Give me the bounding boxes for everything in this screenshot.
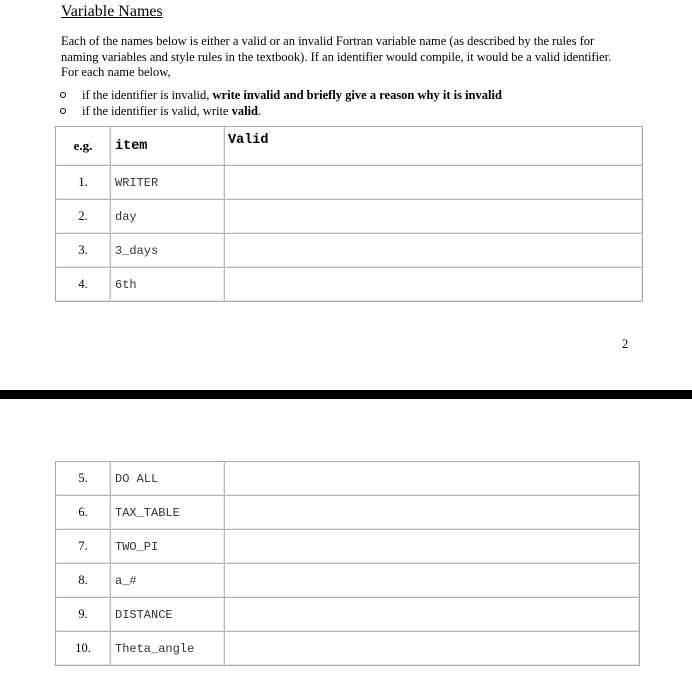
bullet-invalid (58, 87, 502, 103)
identifier-name: DO ALL (111, 462, 225, 496)
row-number: 4. (56, 268, 111, 301)
answer-cell[interactable] (225, 462, 639, 496)
answer-cell[interactable] (225, 530, 639, 564)
identifier-name: TWO_PI (111, 530, 225, 564)
answer-cell[interactable] (225, 234, 642, 268)
identifier-name: 6th (111, 268, 225, 301)
answer-cell[interactable] (225, 598, 639, 632)
row-number: 9. (56, 598, 111, 632)
answer-cell[interactable] (225, 564, 639, 598)
table-row (56, 462, 639, 496)
bullet-invalid-text: if the identifier is invalid, (82, 88, 213, 102)
identifier-name: 3_days (111, 234, 225, 268)
table-row (56, 496, 639, 530)
table-row (56, 530, 639, 564)
identifier-name: DISTANCE (111, 598, 225, 632)
answer-cell[interactable] (225, 496, 639, 530)
row-number: 3. (56, 234, 111, 268)
answer-cell[interactable] (225, 200, 642, 234)
row-number: 2. (56, 200, 111, 234)
table-row (56, 632, 639, 665)
identifier-name: WRITER (111, 166, 225, 200)
instructions-paragraph: Each of the names below is either a valid or an invalid Fortran variable name (as described by the rules for naming variables and style rules in the textbook). If an identifier would compile, it would be a valid identifier. For each name below, (61, 34, 612, 79)
table-row (56, 200, 642, 234)
page-break-divider (0, 390, 692, 399)
table-header-row (56, 127, 642, 166)
identifier-name: Theta_angle (111, 632, 225, 665)
identifier-name: day (111, 200, 225, 234)
row-number: 5. (56, 462, 111, 496)
bullet-circle-icon (60, 108, 66, 114)
header-valid-answer: Valid (225, 127, 642, 166)
answer-cell[interactable] (225, 166, 642, 200)
instruction-bullets (58, 87, 502, 119)
bullet-invalid-bold: write invalid and briefly give a reason why it is invalid (212, 88, 502, 102)
table-row (56, 268, 642, 301)
row-number: 1. (56, 166, 111, 200)
identifier-table-page-1 (55, 126, 643, 302)
header-item-label: item (111, 127, 225, 166)
answer-cell[interactable] (225, 632, 639, 665)
page-number: 2 (622, 337, 629, 351)
answer-cell[interactable] (225, 268, 642, 301)
table-row (56, 166, 642, 200)
identifier-table-page-2 (55, 461, 640, 666)
bullet-valid-text: if the identifier is valid, write (82, 104, 232, 118)
row-number: 8. (56, 564, 111, 598)
bullet-circle-icon (60, 92, 66, 98)
row-number: 10. (56, 632, 111, 665)
section-heading: Variable Names (61, 3, 163, 20)
bullet-valid-bold: valid (231, 104, 259, 118)
bullet-valid (58, 103, 502, 119)
bullet-valid-tail: . (258, 104, 262, 118)
table-row (56, 598, 639, 632)
identifier-name: TAX_TABLE (111, 496, 225, 530)
header-example-label: e.g. (56, 127, 111, 166)
row-number: 7. (56, 530, 111, 564)
identifier-name: a_# (111, 564, 225, 598)
table-row (56, 564, 639, 598)
table-row (56, 234, 642, 268)
row-number: 6. (56, 496, 111, 530)
